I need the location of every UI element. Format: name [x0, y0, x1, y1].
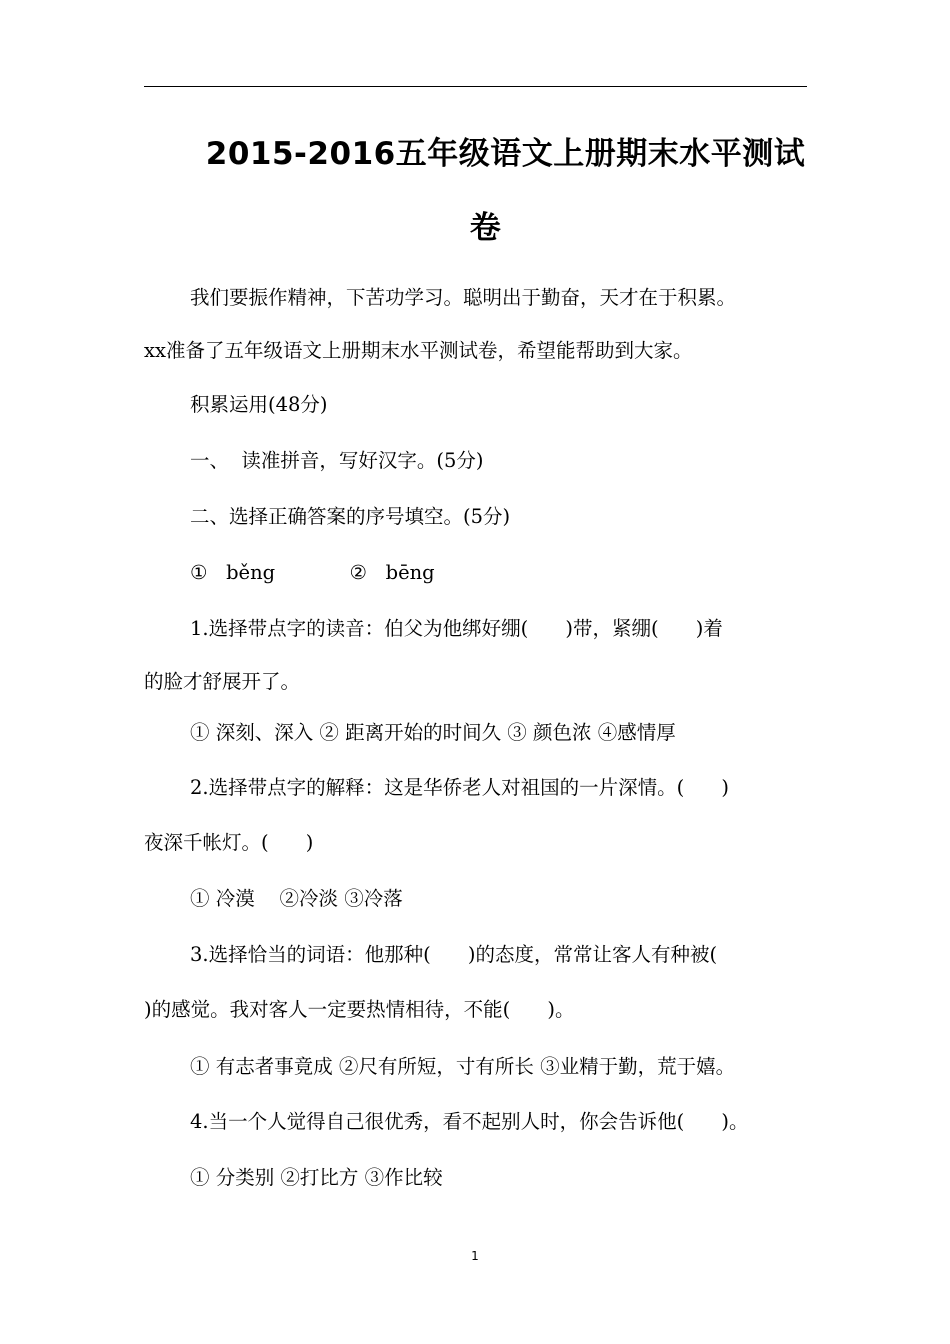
question-two: 二、选择正确答案的序号填空。(5分) [190, 505, 511, 528]
item-2-options: ① 冷漠 ②冷淡 ③冷落 [190, 887, 403, 910]
item-4-prompt: 4.当一个人觉得自己很优秀，看不起别人时，你会告诉他( )。 [190, 1110, 749, 1133]
pinyin-options: ① běng ② bēng [190, 561, 435, 584]
item-1-continued: 的脸才舒展开了。 [144, 670, 301, 693]
item-3-options: ① 有志者事竟成 ②尺有所短，寸有所长 ③业精于勤，荒于嬉。 [190, 1055, 736, 1078]
doc-title-line2: 卷 [469, 210, 502, 246]
header-rule [144, 86, 807, 87]
item-2-prompt: 2.选择带点字的解释：这是华侨老人对祖国的一片深情。( ) [190, 776, 730, 799]
section-heading: 积累运用(48分) [190, 393, 328, 416]
intro-line-1: 我们要振作精神，下苦功学习。聪明出于勤奋，天才在于积累。 [190, 286, 737, 309]
item-2-continued: 夜深千帐灯。( ) [144, 831, 314, 854]
question-one: 一、 读准拼音，写好汉字。(5分) [190, 449, 484, 472]
intro-line-2: xx准备了五年级语文上册期末水平测试卷，希望能帮助到大家。 [144, 339, 693, 362]
item-1-prompt: 1.选择带点字的读音：伯父为他绑好绷( )带，紧绷( )着 [190, 617, 723, 640]
item-1-options: ① 深刻、深入 ② 距离开始的时间久 ③ 颜色浓 ④感情厚 [190, 721, 676, 744]
page-number: 1 [471, 1249, 479, 1263]
item-4-options: ① 分类别 ②打比方 ③作比较 [190, 1166, 443, 1189]
item-3-prompt: 3.选择恰当的词语：他那种( )的态度，常常让客人有种被( [190, 943, 718, 966]
item-3-continued: )的感觉。我对客人一定要热情相待，不能( )。 [144, 998, 575, 1021]
doc-title-line1: 2015-2016五年级语文上册期末水平测试 [205, 136, 806, 172]
